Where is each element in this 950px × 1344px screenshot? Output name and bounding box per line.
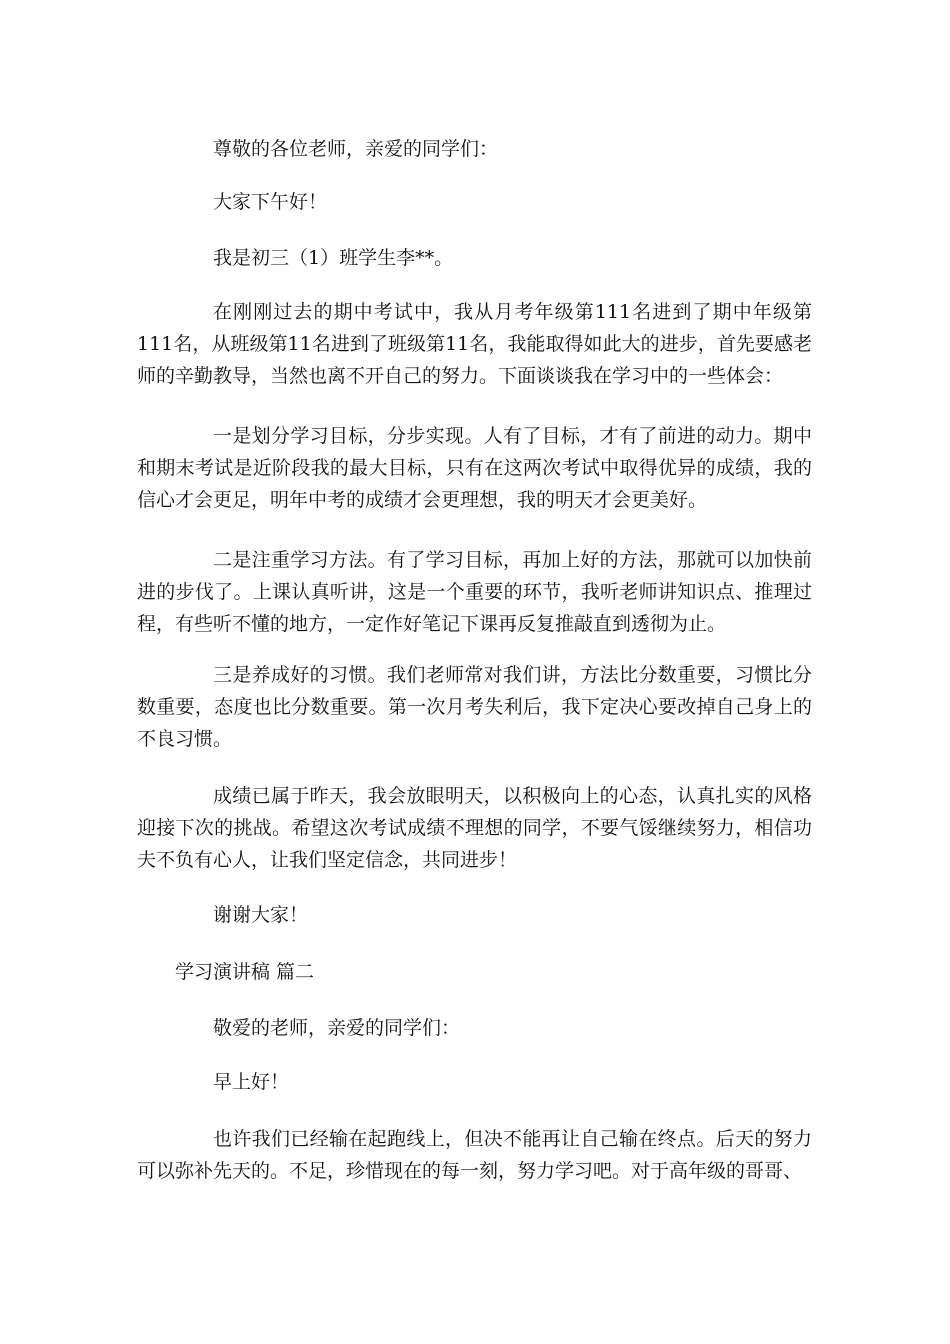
conclusion-paragraph: 成绩已属于昨天，我会放眼明天，以积极向上的心态，认真扎实的风格迎接下次的挑战。希望这次考试成绩不理想的同学，不要气馁继续努力，相信功夫不负有心人，让我们坚定信念，共同进步！ (137, 785, 812, 871)
section-two-greeting: 敬爱的老师，亲爱的同学们： (213, 1017, 461, 1039)
self-intro-paragraph: 我是初三（1）班学生李**。 (213, 247, 454, 269)
salutation-paragraph: 大家下午好！ (213, 191, 328, 213)
point-three-paragraph: 三是养成好的习惯。我们老师常对我们讲，方法比分数重要，习惯比分数重要，态度也比分数重要。第一次月考失利后，我下定决心要改掉自己身上的不良习惯。 (137, 664, 812, 750)
section-heading: 学习演讲稿 篇二 (175, 961, 315, 983)
greeting-paragraph: 尊敬的各位老师，亲爱的同学们： (213, 138, 499, 160)
point-two-paragraph: 二是注重学习方法。有了学习目标，再加上好的方法，那就可以加快前进的步伐了。上课认真听讲，这是一个重要的环节，我听老师讲知识点、推理过程，有些听不懂的地方，一定作好笔记下课再反复推敲直到透彻为止。 (137, 549, 812, 635)
exam-progress-paragraph: 在刚刚过去的期中考试中，我从月考年级第111名进到了期中年级第111名，从班级第11名进到了班级第11名，我能取得如此大的进步，首先要感老师的辛勤教导，当然也离不开自己的努力。下面谈谈我在学习中的一些体会： (137, 301, 812, 387)
section-two-body-paragraph: 也许我们已经输在起跑线上，但决不能再让自己输在终点。后天的努力可以弥补先天的。不足，珍惜现在的每一刻，努力学习吧。对于高年级的哥哥、 (137, 1128, 812, 1182)
thanks-paragraph: 谢谢大家！ (213, 904, 309, 926)
section-two-salutation: 早上好！ (213, 1071, 290, 1093)
point-one-paragraph: 一是划分学习目标，分步实现。人有了目标，才有了前进的动力。期中和期末考试是近阶段我的最大目标，只有在这两次考试中取得优异的成绩，我的信心才会更足，明年中考的成绩才会更理想，我的明天才会更美好。 (137, 425, 812, 511)
